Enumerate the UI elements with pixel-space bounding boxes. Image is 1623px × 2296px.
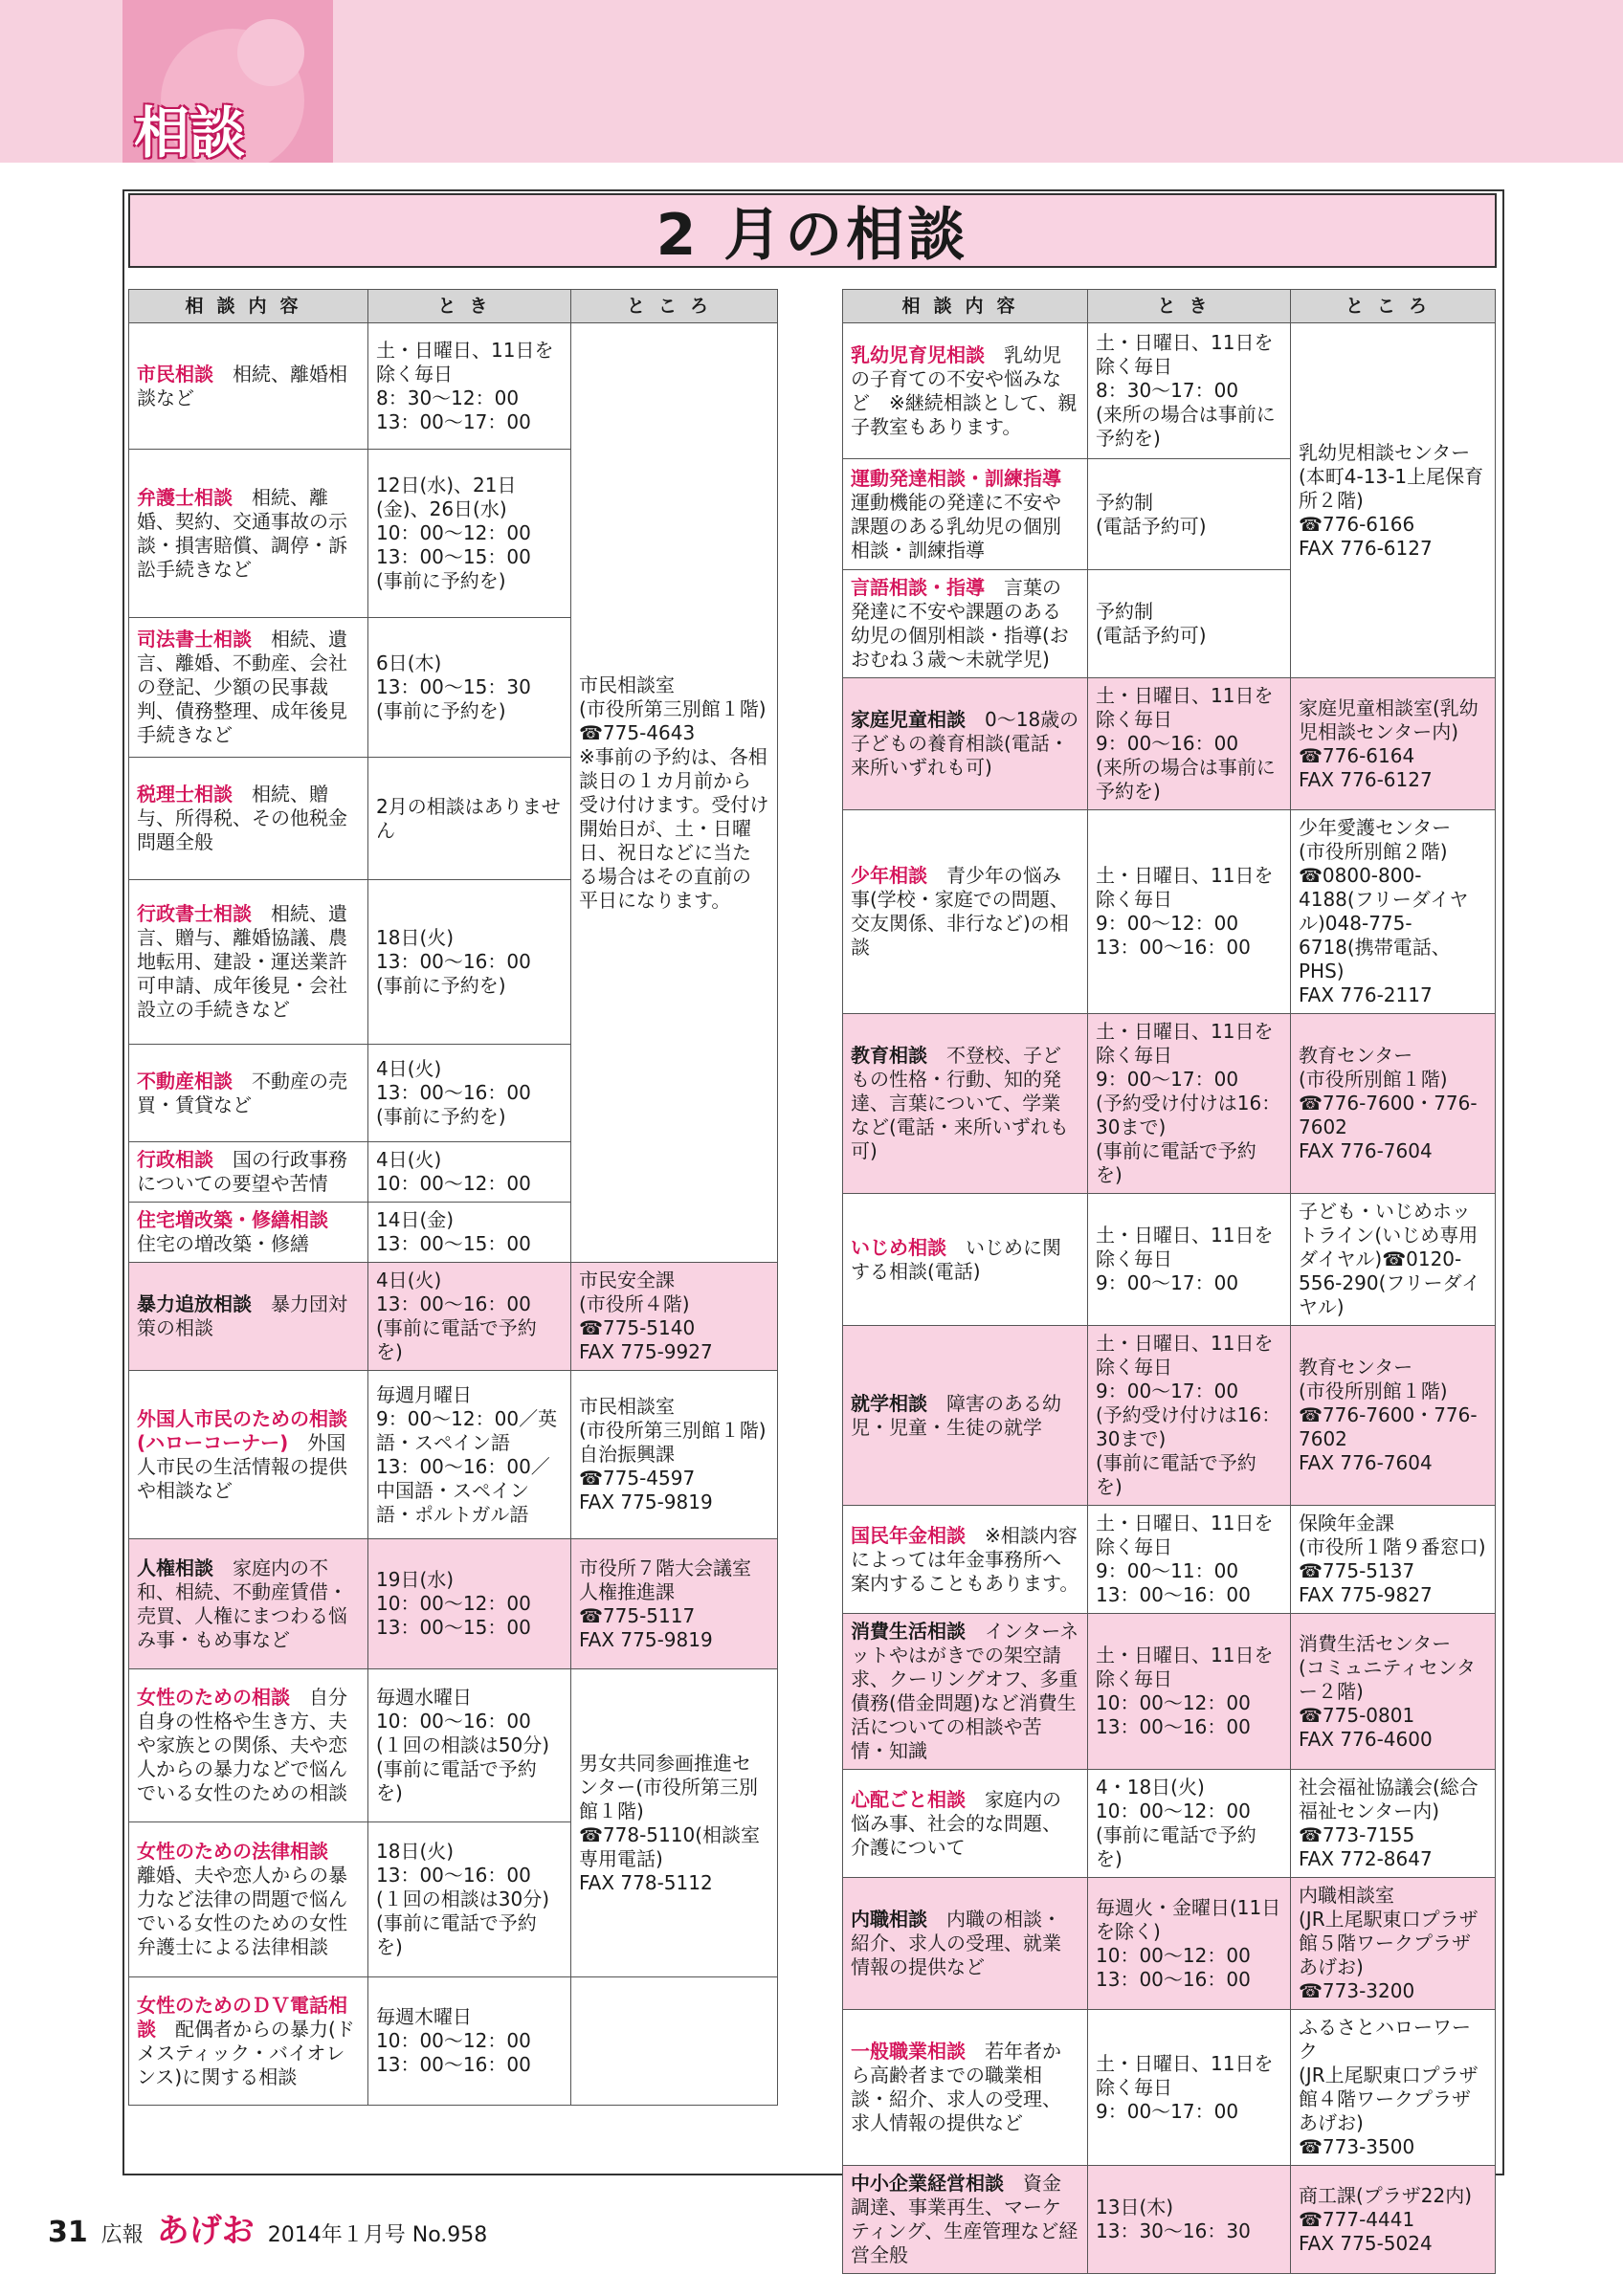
consult-name: 女性のためのＤＶ電話相談 — [137, 1993, 347, 2041]
consult-name: 内職相談 — [851, 1908, 927, 1931]
consult-content — [129, 1203, 368, 1263]
consult-content — [129, 880, 368, 1045]
table-row — [843, 1878, 1496, 2010]
consult-when: 土・日曜日、11日を除く毎日 9：00～12：00 13：00～16：00 — [1088, 810, 1291, 1014]
consult-name: 就学相談 — [851, 1391, 927, 1415]
consult-desc: インターネットやはがきでの架空請求、クーリングオフ、多重債務(借金問題)など消費生活についての相談や苦情・知識 — [851, 1620, 1079, 1762]
consult-content — [843, 570, 1088, 678]
right-table — [842, 289, 1496, 2274]
table-row — [129, 1977, 778, 2106]
consult-name: 教育相談 — [851, 1044, 927, 1067]
consult-desc: 相続、遺言、贈与、離婚協議、農地転用、建設・運送業許可申請、成年後見・会社設立の手続きなど — [137, 902, 347, 1021]
consult-desc: 0～18歳の子どもの養育相談(電話・来所いずれも可) — [851, 708, 1079, 779]
table-row — [843, 2166, 1496, 2274]
consult-when: 毎週火・金曜日(11日を除く) 10：00～12：00 13：00～16：00 — [1088, 1878, 1291, 2010]
consult-content — [843, 1770, 1088, 1878]
consult-desc: 相続、離婚相談など — [137, 362, 347, 409]
consult-desc: 言葉の発達に不安や課題のある幼児の個別相談・指導(おおむね３歳～未就学児) — [851, 576, 1069, 671]
page-footer — [48, 2204, 487, 2251]
consult-desc: 乳幼児の子育ての不安や悩みなど ※継続相談として、親子教室もあります。 — [851, 342, 1078, 438]
consult-desc: 相続、贈与、所得税、その他税金問題全般 — [137, 783, 347, 853]
consult-name: 行政相談 — [137, 1148, 213, 1171]
consult-when: 4・18日(火) 10：00～12：00 (事前に電話で予約を) — [1088, 1770, 1291, 1878]
table-row — [843, 1506, 1496, 1614]
consult-content — [843, 1014, 1088, 1194]
consult-where: 市役所７階大会議室 人権推進課 ☎775-5117 FAX 775-9819 — [571, 1539, 778, 1669]
consult-name: 行政書士相談 — [137, 902, 252, 925]
header-when: とき — [368, 290, 571, 323]
table-row — [843, 1014, 1496, 1194]
consult-name: 司法書士相談 — [137, 628, 252, 651]
consult-desc: 住宅の増改築・修繕 — [137, 1232, 309, 1255]
consult-content — [843, 1614, 1088, 1770]
consult-desc: 国の行政事務についての要望や苦情 — [137, 1148, 347, 1195]
consult-where: 保険年金課 (市役所１階９番窓口) ☎775-5137 FAX 775-9827 — [1291, 1506, 1496, 1614]
consult-content — [129, 1263, 368, 1371]
consult-when: 土・日曜日、11日を除く毎日 8：30～17：00 (来所の場合は事前に予約を) — [1088, 323, 1291, 459]
consult-when: 2月の相談はありません — [368, 758, 571, 880]
consult-where-shared-danjo: 男女共同参画推進センター(市役所第三別館１階) ☎778-5110(相談室専用電話) FAX 778-5112 — [571, 1669, 778, 1977]
header-content: 相談内容 — [843, 290, 1088, 323]
page-title-bar — [128, 193, 1497, 268]
consult-where-shared-shimin: 市民相談室 (市役所第三別館１階) ☎775-4643 ※事前の予約は、各相談日の１カ月前から受け付けます。受付け開始日が、土・日曜日、祝日などに当たる場合はその直前の平日になります。 — [571, 323, 778, 1263]
table-row — [843, 1194, 1496, 1326]
consult-where: 市民安全課 (市役所４階) ☎775-5140 FAX 775-9927 — [571, 1263, 778, 1371]
consult-desc: 相続、遺言、離婚、不動産、会社の登記、少額の民事裁判、債務整理、成年後見手続きなど — [137, 628, 347, 746]
consult-name: 女性のための法律相談 — [137, 1840, 328, 1863]
consult-name: 家庭児童相談 — [851, 708, 966, 731]
consult-name: 外国人市民のための相談(ハローコーナー) — [137, 1406, 347, 1454]
consult-when: 18日(火) 13：00～16：00 (事前に予約を) — [368, 880, 571, 1045]
consult-content — [843, 323, 1088, 459]
table-row — [129, 323, 778, 450]
consult-desc: 障害のある幼児・児童・生徒の就学 — [851, 1391, 1061, 1439]
consult-when: 19日(水) 10：00～12：00 13：00～15：00 — [368, 1539, 571, 1669]
table-row — [843, 1770, 1496, 1878]
consult-when: 4日(火) 13：00～16：00 (事前に電話で予約を) — [368, 1263, 571, 1371]
consult-where: 内職相談室 (JR上尾駅東口プラザ館５階ワークプラザあげお) ☎773-3200 — [1291, 1878, 1496, 2010]
consult-desc: ※相談内容によっては年金事務所へ案内することもあります。 — [851, 1523, 1079, 1595]
consult-where: 市民相談室 (市役所第三別館１階) 自治振興課 ☎775-4597 FAX 775-9819 — [571, 1371, 778, 1539]
consult-desc: 自分自身の性格や生き方、夫や家族との関係、夫や恋人からの暴力などで悩んでいる女性のための相談 — [137, 1686, 347, 1804]
consult-content — [129, 1539, 368, 1669]
consult-when: 13日(木) 13：30～16：30 — [1088, 2166, 1291, 2274]
consult-where: 社会福祉協議会(総合福祉センター内) ☎773-7155 FAX 772-8647 — [1291, 1770, 1496, 1878]
consult-name: 乳幼児育児相談 — [851, 342, 985, 366]
consult-name: 消費生活相談 — [851, 1620, 966, 1643]
consult-content — [129, 758, 368, 880]
consult-where: ふるさとハローワーク (JR上尾駅東口プラザ館４階ワークプラザあげお) ☎773-3500 — [1291, 2010, 1496, 2166]
consult-name: 住宅増改築・修繕相談 — [137, 1208, 328, 1231]
page-title: 2 月の相談 — [656, 202, 969, 269]
consult-content — [843, 1194, 1088, 1326]
table-row — [843, 323, 1496, 459]
consult-name: 弁護士相談 — [137, 485, 233, 509]
consult-where: 教育センター (市役所別館１階) ☎776-7600・776-7602 FAX 776-7604 — [1291, 1326, 1496, 1506]
left-table — [128, 289, 778, 2106]
header-content: 相談内容 — [129, 290, 368, 323]
consult-when: 土・日曜日、11日を除く毎日 9：00～16：00 (来所の場合は事前に予約を) — [1088, 678, 1291, 810]
consult-where: 消費生活センター (コミュニティセンター２階) ☎775-0801 FAX 776-4600 — [1291, 1614, 1496, 1770]
consult-desc: 資金調達、事業再生、マーケティング、生産管理など経営全般 — [851, 2172, 1078, 2266]
consult-when: 12日(水)、21日(金)、26日(水) 10：00～12：00 13：00～15：00 (事前に予約を) — [368, 450, 571, 618]
consult-content — [843, 810, 1088, 1014]
consult-name: 運動発達相談・訓練指導 — [851, 466, 1061, 490]
consult-desc: 家庭内の不和、相続、不動産賃借・売買、人権にまつわる悩み事・もめ事など — [137, 1556, 347, 1651]
consult-content — [129, 618, 368, 758]
consult-when: 毎週月曜日 9：00～12：00／英語・スペイン語 13：00～16：00／中国語・スペイン語・ポルトガル語 — [368, 1371, 571, 1539]
consult-content — [129, 1045, 368, 1142]
right-column — [842, 289, 1496, 2274]
consult-where-empty — [571, 1977, 778, 2106]
consult-when: 土・日曜日、11日を除く毎日 9：00～11：00 13：00～16：00 — [1088, 1506, 1291, 1614]
footer-brand: あげお — [156, 2212, 255, 2250]
consult-name: 少年相談 — [851, 864, 927, 887]
consult-name: 一般職業相談 — [851, 2040, 966, 2063]
footer-issue: 2014年１月号 No.958 — [267, 2223, 488, 2247]
consult-where: 少年愛護センター (市役所別館２階) ☎0800-800-4188(フリーダイヤル)048-775-6718(携帯電話、PHS) FAX 776-2117 — [1291, 810, 1496, 1014]
consult-content — [129, 1669, 368, 1822]
consult-name: 心配ごと相談 — [851, 1787, 966, 1811]
consult-when: 土・日曜日、11日を除く毎日 9：00～17：00 — [1088, 2010, 1291, 2166]
consult-when: 土・日曜日、11日を除く毎日 9：00～17：00 (予約受け付けは16：30まで) (事前に電話で予約を) — [1088, 1014, 1291, 1194]
table-row — [843, 810, 1496, 1014]
table-row — [843, 1326, 1496, 1506]
consult-where: 家庭児童相談室(乳幼児相談センター内) ☎776-6164 FAX 776-6127 — [1291, 678, 1496, 810]
consult-when: 18日(火) 13：00～16：00 (１回の相談は30分) (事前に電話で予約を) — [368, 1822, 571, 1977]
consult-content — [129, 323, 368, 450]
table-row — [129, 1669, 778, 1822]
consult-when: 土・日曜日、11日を除く毎日 9：00～17：00 (予約受け付けは16：30まで) (事前に電話で予約を) — [1088, 1326, 1291, 1506]
header-when: とき — [1088, 290, 1291, 323]
consult-when: 4日(火) 10：00～12：00 — [368, 1142, 571, 1203]
page-number: 31 — [48, 2216, 88, 2249]
consult-content — [129, 450, 368, 618]
consult-name: 市民相談 — [137, 362, 213, 386]
mascot-decoration-2 — [237, 19, 304, 86]
consult-when: 土・日曜日、11日を除く毎日 9：00～17：00 — [1088, 1194, 1291, 1326]
consult-name: 人権相談 — [137, 1556, 213, 1579]
consult-desc: 若年者から高齢者までの職業相談・紹介、求人の受理、求人情報の提供など — [851, 2040, 1061, 2134]
consult-where: 子ども・いじめホットライン(いじめ専用ダイヤル)☎0120-556-290(フリーダイヤル) — [1291, 1194, 1496, 1326]
consult-name: 中小企業経営相談 — [851, 2172, 1004, 2195]
consult-name: 女性のための相談 — [137, 1686, 290, 1709]
consult-when: 毎週水曜日 10：00～16：00 (１回の相談は50分) (事前に電話で予約を) — [368, 1669, 571, 1822]
table-row — [843, 1614, 1496, 1770]
consult-name: 暴力追放相談 — [137, 1292, 252, 1315]
consult-desc: 不動産の売買・賃貸など — [137, 1069, 347, 1116]
table-row — [129, 1263, 778, 1371]
consult-name: いじめ相談 — [851, 1235, 946, 1259]
consult-content — [129, 1822, 368, 1977]
header-where: ところ — [1291, 290, 1496, 323]
consult-desc: 運動機能の発達に不安や課題のある乳幼児の個別相談・訓練指導 — [851, 490, 1061, 562]
consult-desc: 離婚、夫や恋人からの暴力など法律の問題で悩んでいる女性のための女性弁護士による法律相談 — [137, 1864, 347, 1958]
footer-koho: 広報 — [100, 2223, 144, 2247]
table-row — [129, 1371, 778, 1539]
consult-name: 不動産相談 — [137, 1069, 233, 1093]
consult-where-shared-nyuyoji: 乳幼児相談センター (本町4-13-1上尾保育所２階) ☎776-6166 FAX 776-6127 — [1291, 323, 1496, 678]
consult-desc: いじめに関する相談(電話) — [851, 1235, 1061, 1283]
consult-when: 予約制 (電話予約可) — [1088, 570, 1291, 678]
consult-content — [129, 1142, 368, 1203]
consult-content — [843, 1506, 1088, 1614]
consult-content — [843, 1878, 1088, 2010]
consult-content — [843, 2166, 1088, 2274]
consult-content — [843, 678, 1088, 810]
consult-when: 6日(木) 13：00～15：30 (事前に予約を) — [368, 618, 571, 758]
section-tab — [122, 0, 333, 163]
consult-when: 4日(火) 13：00～16：00 (事前に予約を) — [368, 1045, 571, 1142]
consult-content — [843, 459, 1088, 570]
consult-content — [129, 1371, 368, 1539]
section-tab-label: 相談 — [134, 100, 246, 163]
left-column — [128, 289, 778, 2106]
table-row — [843, 678, 1496, 810]
consult-where: 商工課(プラザ22内) ☎777-4441 FAX 775-5024 — [1291, 2166, 1496, 2274]
consult-desc: 配偶者からの暴力(ドメスティック・バイオレンス)に関する相談 — [137, 2017, 355, 2088]
consult-desc: 内職の相談・紹介、求人の受理、就業情報の提供など — [851, 1908, 1061, 1978]
consult-when: 14日(金) 13：00～15：00 — [368, 1203, 571, 1263]
consult-name: 言語相談・指導 — [851, 576, 985, 599]
consult-desc: 青少年の悩み事(学校・家庭での問題、交友関係、非行など)の相談 — [851, 864, 1069, 959]
consult-when: 毎週木曜日 10：00～12：00 13：00～16：00 — [368, 1977, 571, 2106]
consult-desc: 家庭内の悩み事、社会的な問題、介護について — [851, 1787, 1061, 1859]
consult-when: 土・日曜日、11日を除く毎日 10：00～12：00 13：00～16：00 — [1088, 1614, 1291, 1770]
consult-when: 土・日曜日、11日を除く毎日 8：30～12：00 13：00～17：00 — [368, 323, 571, 450]
consult-name: 国民年金相談 — [851, 1523, 966, 1547]
table-row — [129, 1539, 778, 1669]
consult-content — [843, 1326, 1088, 1506]
table-row — [843, 2010, 1496, 2166]
consult-where: 教育センター (市役所別館１階) ☎776-7600・776-7602 FAX 776-7604 — [1291, 1014, 1496, 1194]
consult-name: 税理士相談 — [137, 783, 233, 806]
consult-desc: 外国人市民の生活情報の提供や相談など — [137, 1430, 347, 1502]
consult-when: 予約制 (電話予約可) — [1088, 459, 1291, 570]
consult-desc: 相続、離婚、契約、交通事故の示談・損害賠償、調停・訴訟手続きなど — [137, 485, 347, 581]
consult-desc: 暴力団対策の相談 — [137, 1292, 347, 1339]
consult-content — [843, 2010, 1088, 2166]
consult-desc: 不登校、子どもの性格・行動、知的発達、言葉について、学業など(電話・来所いずれも可) — [851, 1044, 1069, 1162]
header-where: ところ — [571, 290, 778, 323]
consult-content — [129, 1977, 368, 2106]
